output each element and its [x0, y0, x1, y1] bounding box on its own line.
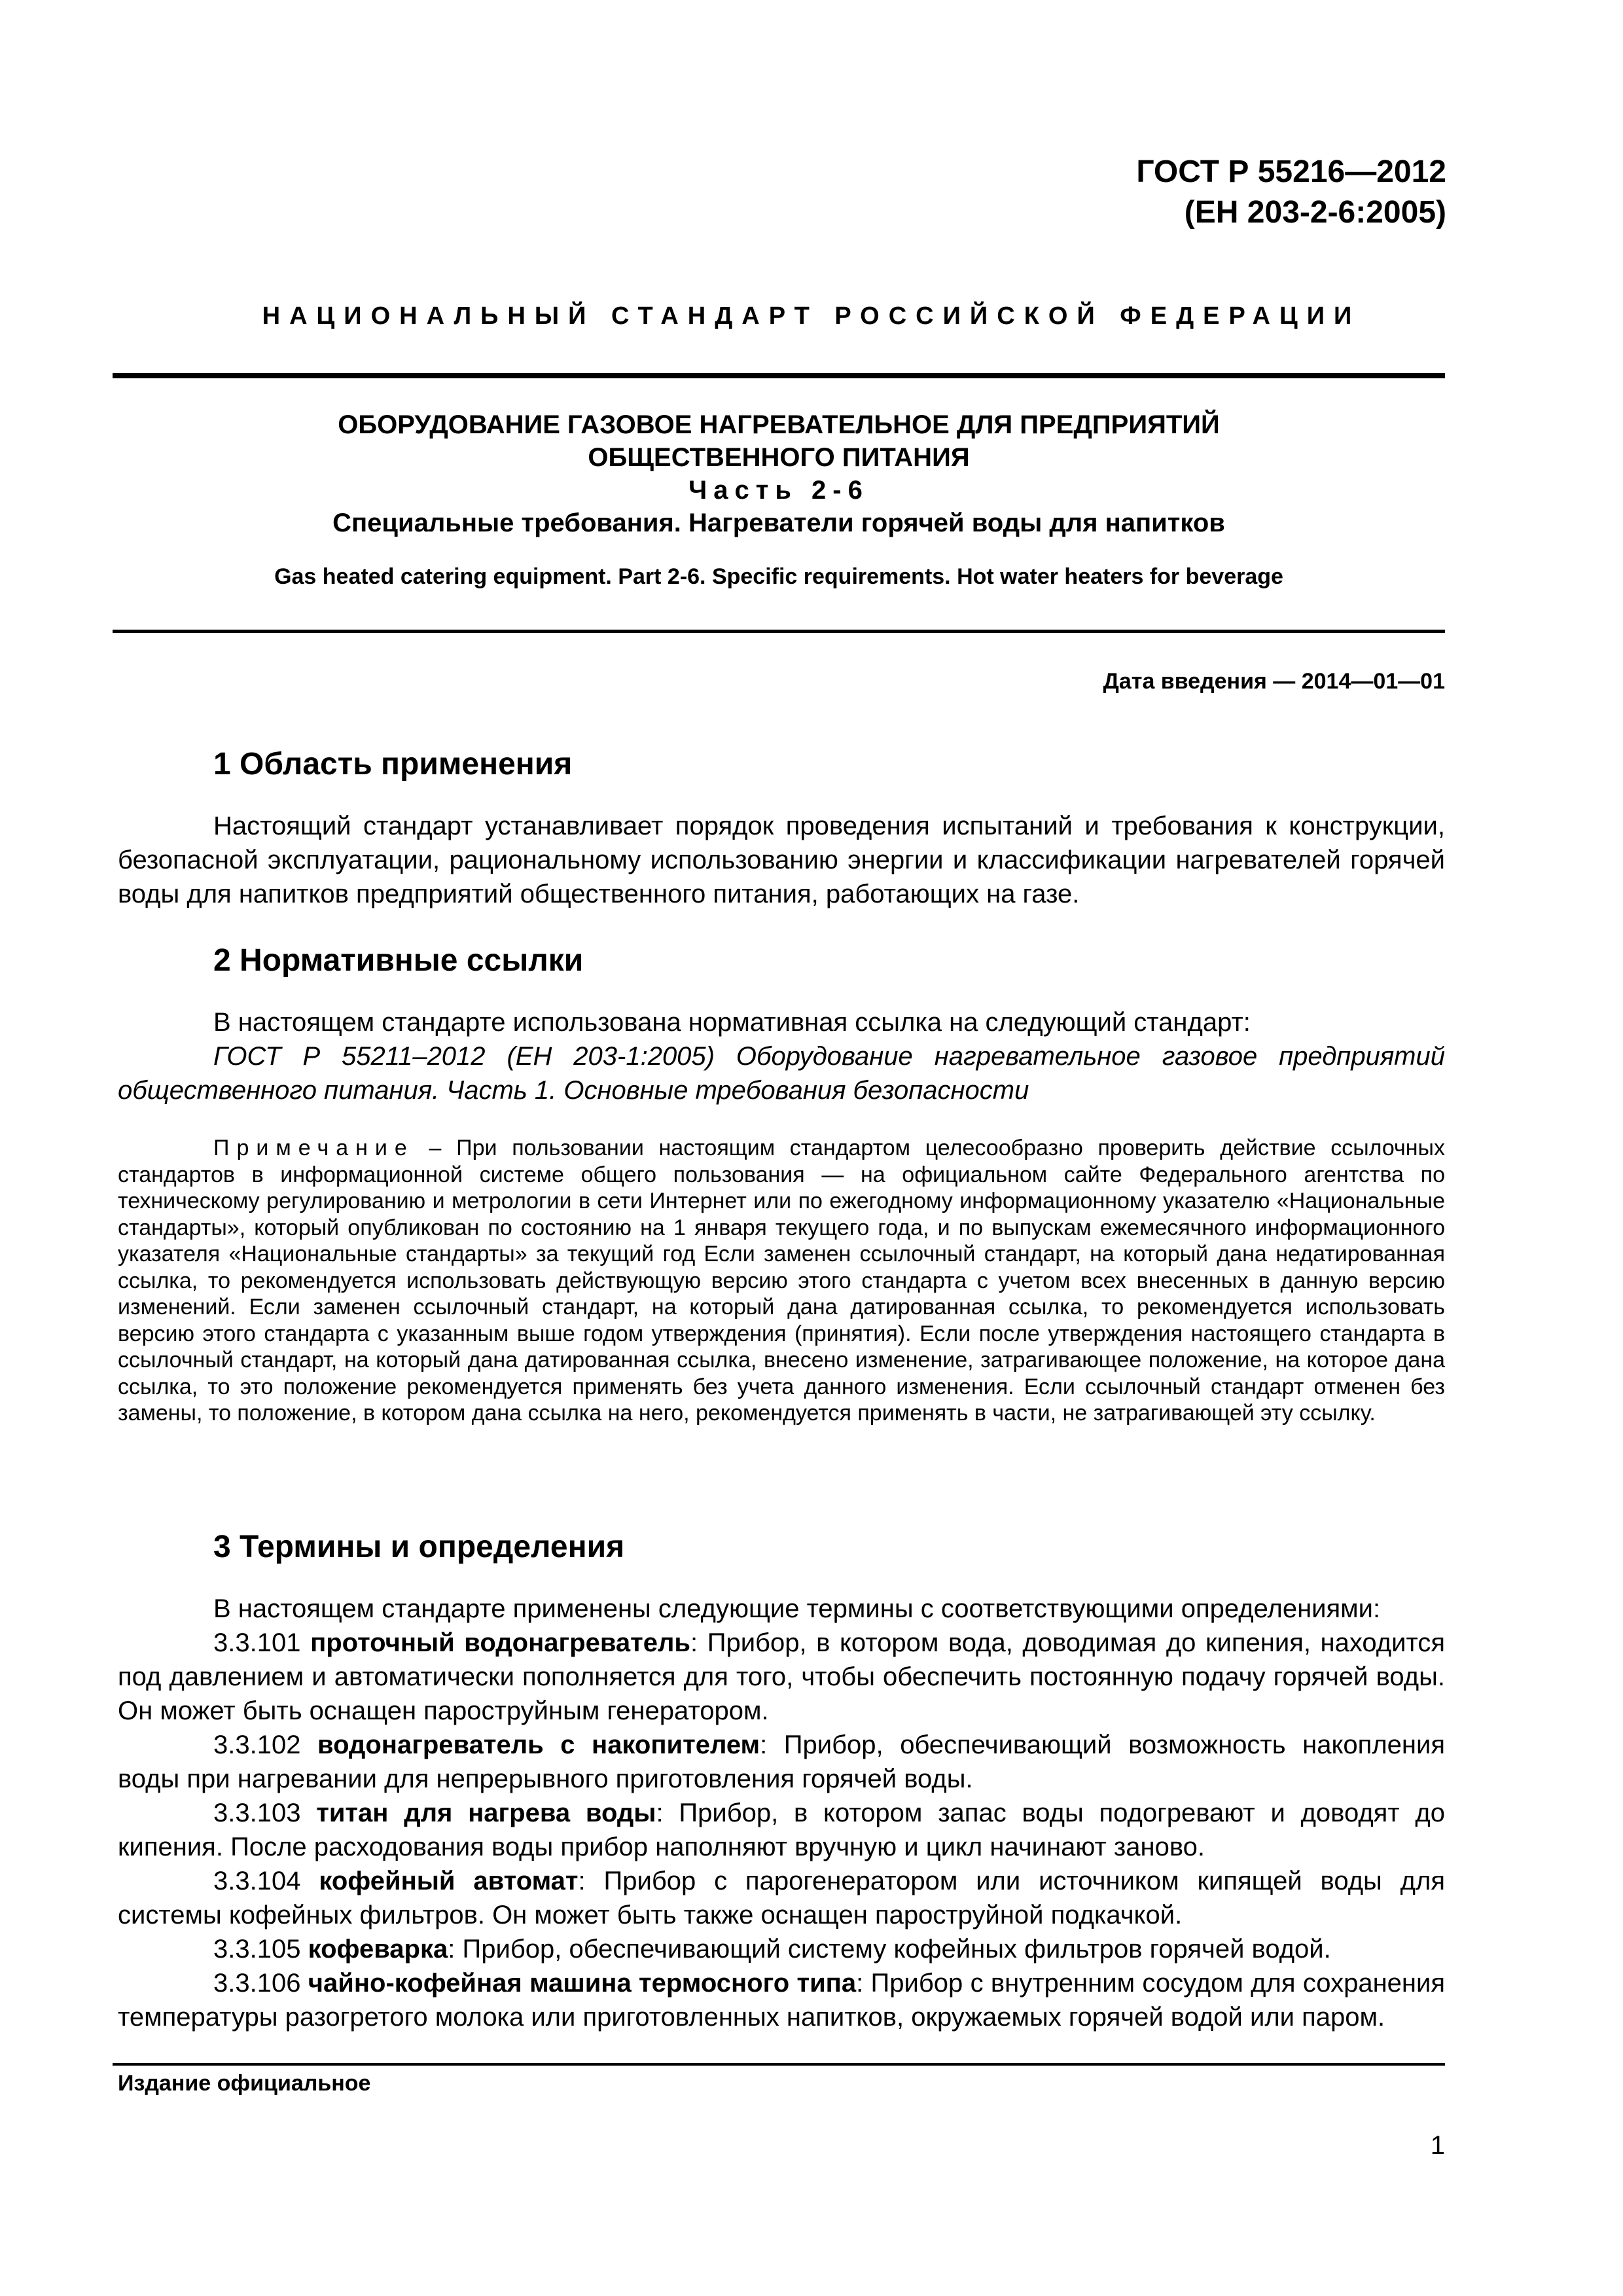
term-item [118, 1864, 1445, 1932]
normative-reference: ГОСТ Р 55211–2012 (ЕН 203-1:2005) Оборудование нагревательное газовое предприятий общественного питания. Часть 1. Основные требования безопасности [118, 1042, 1445, 1105]
term-number: 3.3.104 [213, 1867, 301, 1895]
title-line1: ОБОРУДОВАНИЕ ГАЗОВОЕ НАГРЕВАТЕЛЬНОЕ ДЛЯ ПРЕДПРИЯТИЙ [338, 410, 1220, 439]
term-number: 3.3.101 [213, 1628, 301, 1657]
section-3-heading: 3 Термины и определения [213, 1530, 625, 1564]
term-item [118, 1966, 1445, 2034]
note-text: – При пользовании настоящим стандартом целесообразно проверить действие ссылочных стандартов в информационной системе общего пользования — на официальном сайте Федерального агентства по техническому регулированию и метрологии в сети Интернет или по ежегодному информационному указателю «Национальные стандарты», который опубликован по состоянию на 1 января текущего года, и по выпускам ежемесячного информационного указателя «Национальные стандарты» за текущий год Если заменен ссылочный стандарт, на который дана недатированная ссылка, то рекомендуется использовать действующую версию этого стандарта с учетом всех внесенных в данную версию изменений. Если заменен ссылочный стандарт, на который дана датированная ссылка, то рекомендуется использовать версию этого стандарта с указанным выше годом утверждения (принятия). Если после утверждения настоящего стандарта в ссылочный стандарт, на который дана датированная ссылка, внесено изменение, затрагивающее положение, на которое дана ссылка, то это положение рекомендуется применять без учета данного изменения. Если ссылочный стандарт отменен без замены, то положение, в котором дана ссылка на него, рекомендуется применять в части, не затрагивающей эту ссылку. [118, 1136, 1445, 1426]
term-number: 3.3.105 [213, 1935, 301, 1964]
term-item [118, 1796, 1445, 1864]
term-definition: : Прибор, обеспечивающий возможность накопления воды при нагревании для непрерывного приготовления горячей воды. [118, 1731, 1445, 1793]
term-number: 3.3.103 [213, 1799, 301, 1827]
term-number: 3.3.106 [213, 1969, 301, 1998]
term-name: водонагреватель с накопителем [317, 1731, 760, 1759]
divider-medium [113, 630, 1445, 633]
section-3-body [118, 1592, 1445, 2034]
national-standard-title: НАЦИОНАЛЬНЫЙ СТАНДАРТ РОССИЙСКОЙ ФЕДЕРАЦИИ [262, 302, 1361, 330]
document-title [113, 408, 1445, 539]
section-2-heading: 2 Нормативные ссылки [213, 943, 584, 978]
term-name: чайно-кофейная машина термосного типа [308, 1969, 857, 1998]
section-1-text: Настоящий стандарт устанавливает порядок проведения испытаний и требования к конструкции, безопасной эксплуатации, рациональному использованию энергии и классификации нагревателей горячей воды для напитков предприятий общественного питания, работающих на газе. [118, 812, 1445, 908]
term-definition: : Прибор, обеспечивающий систему кофейных фильтров горячей водой. [448, 1935, 1331, 1964]
term-item [118, 1626, 1445, 1728]
section-2-intro: В настоящем стандарте использована нормативная ссылка на следующий стандарт: [213, 1008, 1251, 1037]
term-definition: : Прибор с парогенератором или источником кипящей воды для системы кофейных фильтров. Он может быть также оснащен пароструйной подкачкой. [118, 1867, 1445, 1929]
footer-divider [113, 2063, 1445, 2066]
term-definition: : Прибор, в котором запас воды подогревают и доводят до кипения. После расходования воды прибор наполняют вручную и цикл начинают заново. [118, 1799, 1445, 1861]
page-number: 1 [1430, 2131, 1445, 2160]
term-name: проточный водонагреватель [310, 1628, 690, 1657]
standard-code-line2: (ЕН 203-2-6:2005) [1184, 195, 1446, 230]
standard-code-line1: ГОСТ Р 55216—2012 [1136, 154, 1446, 189]
term-name: кофейный автомат [319, 1867, 579, 1895]
term-name: кофеварка [308, 1935, 448, 1964]
english-title: Gas heated catering equipment. Part 2-6. Specific requirements. Hot water heaters for beverage [274, 564, 1283, 589]
note [118, 1135, 1445, 1427]
term-name: титан для нагрева воды [316, 1799, 656, 1827]
term-definition: : Прибор, в котором вода, доводимая до кипения, находится под давлением и автоматически пополняется для того, чтобы обеспечить постоянную подачу горячей воды. Он может быть оснащен пароструйным генератором. [118, 1628, 1445, 1725]
official-edition-label: Издание официальное [118, 2071, 371, 2096]
term-item [118, 1728, 1445, 1796]
section-1-heading: 1 Область применения [213, 747, 573, 781]
title-line2: ОБЩЕСТВЕННОГО ПИТАНИЯ [588, 443, 970, 472]
term-number: 3.3.102 [213, 1731, 301, 1759]
section-2-body [118, 1005, 1445, 1107]
title-part: Часть 2-6 [688, 476, 869, 505]
term-definition: : Прибор с внутренним сосудом для сохранения температуры разогретого молока или приготовленных напитков, окружаемых горячей водой или паром. [118, 1969, 1446, 2032]
divider-thick [113, 373, 1445, 378]
section-3-intro: В настоящем стандарте применены следующие термины с соответствующими определениями: [213, 1594, 1381, 1623]
note-label: Примечание [213, 1136, 414, 1160]
title-subtitle: Специальные требования. Нагреватели горячей воды для напитков [332, 509, 1225, 537]
section-1-body [118, 809, 1445, 911]
introduction-date: Дата введения — 2014—01—01 [1103, 669, 1445, 694]
standard-code [1136, 152, 1446, 233]
term-item [118, 1932, 1445, 1966]
